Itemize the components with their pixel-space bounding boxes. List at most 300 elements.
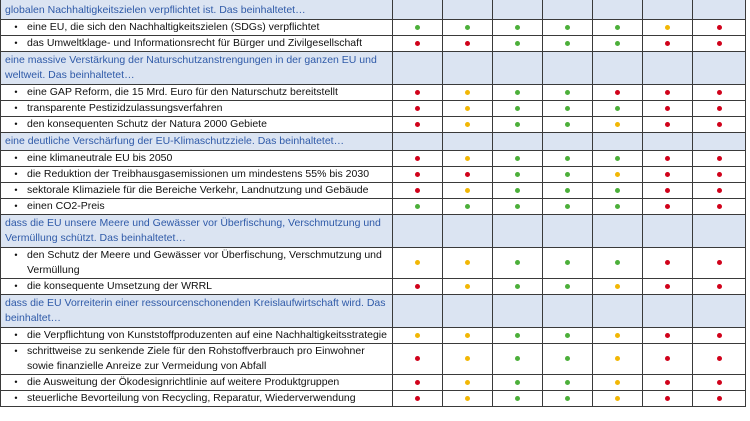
rating-green-dot-icon — [615, 188, 620, 193]
rating-green-dot-icon — [565, 188, 570, 193]
rating-cell — [643, 183, 693, 199]
rating-green-dot-icon — [465, 25, 470, 30]
rating-cell — [393, 36, 443, 52]
rating-cell — [543, 101, 593, 117]
rating-green-dot-icon — [615, 25, 620, 30]
rating-cell — [443, 167, 493, 183]
rating-cell — [493, 279, 543, 295]
rating-green-dot-icon — [515, 106, 520, 111]
rating-cell — [693, 101, 746, 117]
rating-yellow-dot-icon — [465, 156, 470, 161]
rating-green-dot-icon — [565, 356, 570, 361]
bullet-icon: • — [14, 153, 18, 163]
section-header-cell — [443, 52, 493, 85]
rating-red-dot-icon — [717, 156, 722, 161]
criterion-text: steuerliche Bevorteilung von Recycling, Reparatur, Wiederverwendung — [27, 392, 356, 404]
rating-yellow-dot-icon — [465, 90, 470, 95]
rating-cell — [693, 183, 746, 199]
bullet-icon: • — [14, 330, 18, 340]
rating-cell — [443, 101, 493, 117]
rating-green-dot-icon — [565, 204, 570, 209]
rating-cell — [693, 20, 746, 36]
rating-cell — [643, 167, 693, 183]
section-header-cell — [593, 52, 643, 85]
criterion-cell — [1, 167, 393, 183]
rating-yellow-dot-icon — [615, 356, 620, 361]
rating-red-dot-icon — [717, 106, 722, 111]
rating-cell — [643, 151, 693, 167]
rating-green-dot-icon — [565, 396, 570, 401]
rating-green-dot-icon — [515, 260, 520, 265]
bullet-icon: • — [14, 377, 18, 387]
section-header-cell — [493, 133, 543, 151]
rating-green-dot-icon — [515, 380, 520, 385]
rating-cell — [493, 20, 543, 36]
rating-yellow-dot-icon — [465, 333, 470, 338]
bullet-icon: • — [14, 250, 18, 260]
rating-green-dot-icon — [565, 106, 570, 111]
rating-cell — [643, 85, 693, 101]
criterion-text: die Reduktion der Treibhausgasemissionen um mindestens 55% bis 2030 — [27, 168, 370, 180]
rating-cell — [593, 101, 643, 117]
section-header-text: dass die EU unsere Meere und Gewässer vor Überfischung, Verschmutzung und Vermüllung schützt. Das beinhaltetet… — [1, 215, 393, 248]
rating-cell — [593, 36, 643, 52]
rating-cell — [693, 328, 746, 344]
rating-red-dot-icon — [717, 356, 722, 361]
criterion-row — [1, 167, 746, 183]
rating-green-dot-icon — [515, 396, 520, 401]
rating-red-dot-icon — [665, 284, 670, 289]
section-header-cell — [493, 295, 543, 328]
rating-red-dot-icon — [717, 260, 722, 265]
rating-red-dot-icon — [415, 188, 420, 193]
rating-red-dot-icon — [665, 380, 670, 385]
rating-green-dot-icon — [465, 204, 470, 209]
rating-cell — [593, 375, 643, 391]
section-header-cell — [443, 0, 493, 20]
section-header-cell — [443, 133, 493, 151]
rating-cell — [593, 183, 643, 199]
rating-cell — [493, 391, 543, 407]
rating-cell — [443, 151, 493, 167]
criterion-row — [1, 151, 746, 167]
section-header-cell — [643, 215, 693, 248]
rating-green-dot-icon — [565, 260, 570, 265]
criterion-row — [1, 117, 746, 133]
rating-red-dot-icon — [665, 333, 670, 338]
rating-green-dot-icon — [515, 204, 520, 209]
section-header-cell — [593, 0, 643, 20]
section-header-cell — [393, 0, 443, 20]
rating-cell — [393, 248, 443, 279]
rating-cell — [443, 279, 493, 295]
rating-cell — [643, 375, 693, 391]
bullet-icon: • — [14, 393, 18, 403]
rating-yellow-dot-icon — [665, 25, 670, 30]
rating-cell — [443, 375, 493, 391]
rating-cell — [493, 36, 543, 52]
section-header-row — [1, 0, 746, 20]
rating-red-dot-icon — [665, 356, 670, 361]
section-header-cell — [693, 133, 746, 151]
rating-red-dot-icon — [665, 396, 670, 401]
rating-yellow-dot-icon — [615, 172, 620, 177]
rating-yellow-dot-icon — [465, 106, 470, 111]
rating-cell — [393, 20, 443, 36]
rating-red-dot-icon — [717, 284, 722, 289]
rating-green-dot-icon — [515, 188, 520, 193]
criterion-text: eine EU, die sich den Nachhaltigkeitszielen (SDGs) verpflichtet — [27, 21, 320, 33]
rating-green-dot-icon — [565, 172, 570, 177]
rating-cell — [543, 375, 593, 391]
rating-cell — [493, 375, 543, 391]
criterion-text: den konsequenten Schutz der Natura 2000 Gebiete — [27, 118, 267, 130]
rating-red-dot-icon — [717, 122, 722, 127]
rating-cell — [493, 344, 543, 375]
criterion-row — [1, 248, 746, 279]
rating-green-dot-icon — [515, 156, 520, 161]
criterion-text: schrittweise zu senkende Ziele für den Rohstoffverbrauch pro Einwohner sowie finanzielle Anreize zur Vermeidung von Abfall — [27, 345, 365, 372]
rating-cell — [443, 85, 493, 101]
rating-green-dot-icon — [565, 333, 570, 338]
rating-yellow-dot-icon — [615, 284, 620, 289]
rating-yellow-dot-icon — [615, 396, 620, 401]
rating-cell — [443, 199, 493, 215]
rating-red-dot-icon — [665, 90, 670, 95]
rating-red-dot-icon — [717, 90, 722, 95]
rating-cell — [443, 183, 493, 199]
rating-red-dot-icon — [615, 90, 620, 95]
rating-red-dot-icon — [717, 333, 722, 338]
rating-cell — [393, 183, 443, 199]
rating-yellow-dot-icon — [415, 260, 420, 265]
rating-cell — [593, 328, 643, 344]
section-header-cell — [393, 133, 443, 151]
rating-green-dot-icon — [515, 41, 520, 46]
rating-yellow-dot-icon — [465, 122, 470, 127]
rating-cell — [643, 328, 693, 344]
rating-cell — [443, 36, 493, 52]
rating-cell — [543, 20, 593, 36]
bullet-icon: • — [14, 281, 18, 291]
rating-cell — [543, 36, 593, 52]
criterion-cell — [1, 328, 393, 344]
rating-red-dot-icon — [665, 156, 670, 161]
rating-yellow-dot-icon — [465, 396, 470, 401]
rating-yellow-dot-icon — [615, 380, 620, 385]
criterion-cell — [1, 101, 393, 117]
section-header-row — [1, 133, 746, 151]
rating-red-dot-icon — [465, 41, 470, 46]
criterion-text: transparente Pestizidzulassungsverfahren — [27, 102, 223, 114]
criterion-row — [1, 391, 746, 407]
criterion-cell — [1, 85, 393, 101]
rating-red-dot-icon — [717, 204, 722, 209]
rating-red-dot-icon — [415, 172, 420, 177]
criterion-cell — [1, 183, 393, 199]
rating-cell — [593, 344, 643, 375]
rating-cell — [393, 101, 443, 117]
rating-cell — [543, 117, 593, 133]
rating-red-dot-icon — [717, 380, 722, 385]
bullet-icon: • — [14, 346, 18, 356]
criterion-row — [1, 328, 746, 344]
rating-yellow-dot-icon — [465, 284, 470, 289]
criterion-row — [1, 20, 746, 36]
rating-cell — [693, 344, 746, 375]
rating-cell — [443, 248, 493, 279]
rating-red-dot-icon — [665, 188, 670, 193]
rating-cell — [543, 344, 593, 375]
rating-red-dot-icon — [665, 122, 670, 127]
criterion-text: einen CO2-Preis — [27, 200, 105, 212]
rating-cell — [393, 85, 443, 101]
criterion-cell — [1, 36, 393, 52]
rating-green-dot-icon — [615, 41, 620, 46]
bullet-icon: • — [14, 169, 18, 179]
section-header-row — [1, 295, 746, 328]
rating-cell — [443, 344, 493, 375]
rating-cell — [543, 85, 593, 101]
rating-cell — [693, 36, 746, 52]
section-header-cell — [693, 215, 746, 248]
section-header-cell — [643, 52, 693, 85]
rating-green-dot-icon — [515, 333, 520, 338]
rating-cell — [593, 248, 643, 279]
rating-cell — [393, 391, 443, 407]
rating-cell — [543, 183, 593, 199]
section-header-cell — [443, 295, 493, 328]
section-header-text: eine massive Verstärkung der Naturschutzanstrengungen in der ganzen EU und weltweit. Das beinhaltetet… — [1, 52, 393, 85]
section-header-cell — [643, 295, 693, 328]
criterion-text: den Schutz der Meere und Gewässer vor Überfischung, Verschmutzung und Vermüllung — [27, 249, 382, 276]
section-header-text: globalen Nachhaltigkeitszielen verpflichtet ist. Das beinhaltetet… — [1, 0, 393, 20]
section-header-text: eine deutliche Verschärfung der EU-Klimaschutzziele. Das beinhaltetet… — [1, 133, 393, 151]
rating-cell — [393, 167, 443, 183]
rating-green-dot-icon — [565, 122, 570, 127]
rating-cell — [643, 248, 693, 279]
rating-yellow-dot-icon — [465, 188, 470, 193]
section-header-text: dass die EU Vorreiterin einer ressourcenschonenden Kreislaufwirtschaft wird. Das beinhaltet… — [1, 295, 393, 328]
rating-cell — [693, 279, 746, 295]
rating-red-dot-icon — [415, 380, 420, 385]
rating-red-dot-icon — [415, 356, 420, 361]
rating-red-dot-icon — [665, 260, 670, 265]
rating-cell — [393, 344, 443, 375]
bullet-icon: • — [14, 201, 18, 211]
criterion-cell — [1, 151, 393, 167]
rating-cell — [393, 151, 443, 167]
rating-green-dot-icon — [615, 260, 620, 265]
rating-cell — [493, 117, 543, 133]
rating-green-dot-icon — [565, 380, 570, 385]
rating-cell — [543, 151, 593, 167]
rating-cell — [593, 20, 643, 36]
criterion-text: eine GAP Reform, die 15 Mrd. Euro für den Naturschutz bereitstellt — [27, 86, 338, 98]
rating-cell — [543, 248, 593, 279]
rating-cell — [493, 199, 543, 215]
rating-cell — [443, 391, 493, 407]
section-header-cell — [443, 215, 493, 248]
criterion-row — [1, 375, 746, 391]
rating-cell — [543, 328, 593, 344]
section-header-cell — [543, 0, 593, 20]
rating-cell — [493, 328, 543, 344]
rating-cell — [543, 167, 593, 183]
rating-red-dot-icon — [717, 172, 722, 177]
rating-cell — [593, 279, 643, 295]
rating-cell — [443, 117, 493, 133]
criterion-row — [1, 279, 746, 295]
rating-green-dot-icon — [565, 41, 570, 46]
bullet-icon: • — [14, 22, 18, 32]
rating-cell — [593, 167, 643, 183]
rating-red-dot-icon — [717, 25, 722, 30]
rating-cell — [493, 167, 543, 183]
rating-green-dot-icon — [415, 204, 420, 209]
rating-red-dot-icon — [717, 188, 722, 193]
rating-red-dot-icon — [717, 396, 722, 401]
rating-cell — [493, 248, 543, 279]
rating-green-dot-icon — [565, 90, 570, 95]
rating-cell — [693, 199, 746, 215]
section-header-row — [1, 52, 746, 85]
rating-cell — [693, 375, 746, 391]
criterion-cell — [1, 391, 393, 407]
rating-cell — [593, 391, 643, 407]
rating-red-dot-icon — [717, 41, 722, 46]
section-header-cell — [493, 52, 543, 85]
section-header-row — [1, 215, 746, 248]
bullet-icon: • — [14, 185, 18, 195]
bullet-icon: • — [14, 87, 18, 97]
rating-red-dot-icon — [415, 396, 420, 401]
rating-red-dot-icon — [465, 172, 470, 177]
rating-red-dot-icon — [665, 106, 670, 111]
rating-cell — [643, 36, 693, 52]
rating-cell — [593, 151, 643, 167]
section-header-cell — [693, 52, 746, 85]
bullet-icon: • — [14, 103, 18, 113]
section-header-cell — [543, 215, 593, 248]
section-header-cell — [493, 0, 543, 20]
bullet-icon: • — [14, 38, 18, 48]
rating-red-dot-icon — [415, 106, 420, 111]
rating-cell — [443, 328, 493, 344]
section-header-cell — [693, 295, 746, 328]
section-header-cell — [593, 295, 643, 328]
rating-cell — [493, 183, 543, 199]
rating-cell — [643, 20, 693, 36]
rating-green-dot-icon — [515, 172, 520, 177]
rating-cell — [693, 391, 746, 407]
rating-cell — [593, 117, 643, 133]
rating-cell — [543, 199, 593, 215]
rating-cell — [643, 279, 693, 295]
rating-green-dot-icon — [565, 25, 570, 30]
criterion-text: eine klimaneutrale EU bis 2050 — [27, 152, 173, 164]
rating-red-dot-icon — [665, 41, 670, 46]
rating-yellow-dot-icon — [465, 260, 470, 265]
rating-cell — [393, 279, 443, 295]
rating-red-dot-icon — [415, 284, 420, 289]
criterion-cell — [1, 344, 393, 375]
rating-cell — [643, 101, 693, 117]
section-header-cell — [393, 295, 443, 328]
rating-green-dot-icon — [565, 284, 570, 289]
section-header-cell — [593, 215, 643, 248]
rating-cell — [443, 20, 493, 36]
section-header-cell — [643, 133, 693, 151]
rating-red-dot-icon — [415, 156, 420, 161]
criterion-cell — [1, 20, 393, 36]
section-header-cell — [693, 0, 746, 20]
rating-cell — [543, 391, 593, 407]
criterion-cell — [1, 117, 393, 133]
rating-cell — [493, 101, 543, 117]
criterion-row — [1, 199, 746, 215]
rating-cell — [643, 117, 693, 133]
section-header-cell — [543, 52, 593, 85]
rating-yellow-dot-icon — [465, 380, 470, 385]
rating-cell — [593, 199, 643, 215]
section-header-cell — [643, 0, 693, 20]
criterion-row — [1, 183, 746, 199]
rating-cell — [593, 85, 643, 101]
rating-cell — [643, 199, 693, 215]
rating-cell — [693, 117, 746, 133]
rating-cell — [393, 117, 443, 133]
rating-cell — [643, 344, 693, 375]
rating-green-dot-icon — [515, 25, 520, 30]
rating-green-dot-icon — [515, 284, 520, 289]
criterion-row — [1, 344, 746, 375]
section-header-cell — [393, 215, 443, 248]
rating-yellow-dot-icon — [465, 356, 470, 361]
rating-red-dot-icon — [415, 122, 420, 127]
rating-green-dot-icon — [415, 25, 420, 30]
rating-cell — [393, 328, 443, 344]
rating-green-dot-icon — [515, 122, 520, 127]
rating-green-dot-icon — [565, 156, 570, 161]
criterion-row — [1, 101, 746, 117]
rating-red-dot-icon — [415, 90, 420, 95]
rating-red-dot-icon — [665, 204, 670, 209]
rating-green-dot-icon — [515, 356, 520, 361]
section-header-cell — [393, 52, 443, 85]
rating-green-dot-icon — [615, 204, 620, 209]
rating-green-dot-icon — [615, 106, 620, 111]
rating-cell — [693, 248, 746, 279]
rating-cell — [693, 167, 746, 183]
rating-red-dot-icon — [665, 172, 670, 177]
criterion-text: sektorale Klimaziele für die Bereiche Verkehr, Landnutzung und Gebäude — [27, 184, 369, 196]
rating-cell — [693, 151, 746, 167]
rating-cell — [493, 151, 543, 167]
rating-green-dot-icon — [615, 156, 620, 161]
criterion-text: die Ausweitung der Ökodesignrichtlinie auf weitere Produktgruppen — [27, 376, 340, 388]
criterion-row — [1, 85, 746, 101]
rating-cell — [643, 391, 693, 407]
rating-cell — [393, 199, 443, 215]
rating-green-dot-icon — [515, 90, 520, 95]
rating-yellow-dot-icon — [615, 333, 620, 338]
bullet-icon: • — [14, 119, 18, 129]
criterion-cell — [1, 375, 393, 391]
rating-yellow-dot-icon — [415, 333, 420, 338]
criterion-cell — [1, 279, 393, 295]
section-header-cell — [593, 133, 643, 151]
